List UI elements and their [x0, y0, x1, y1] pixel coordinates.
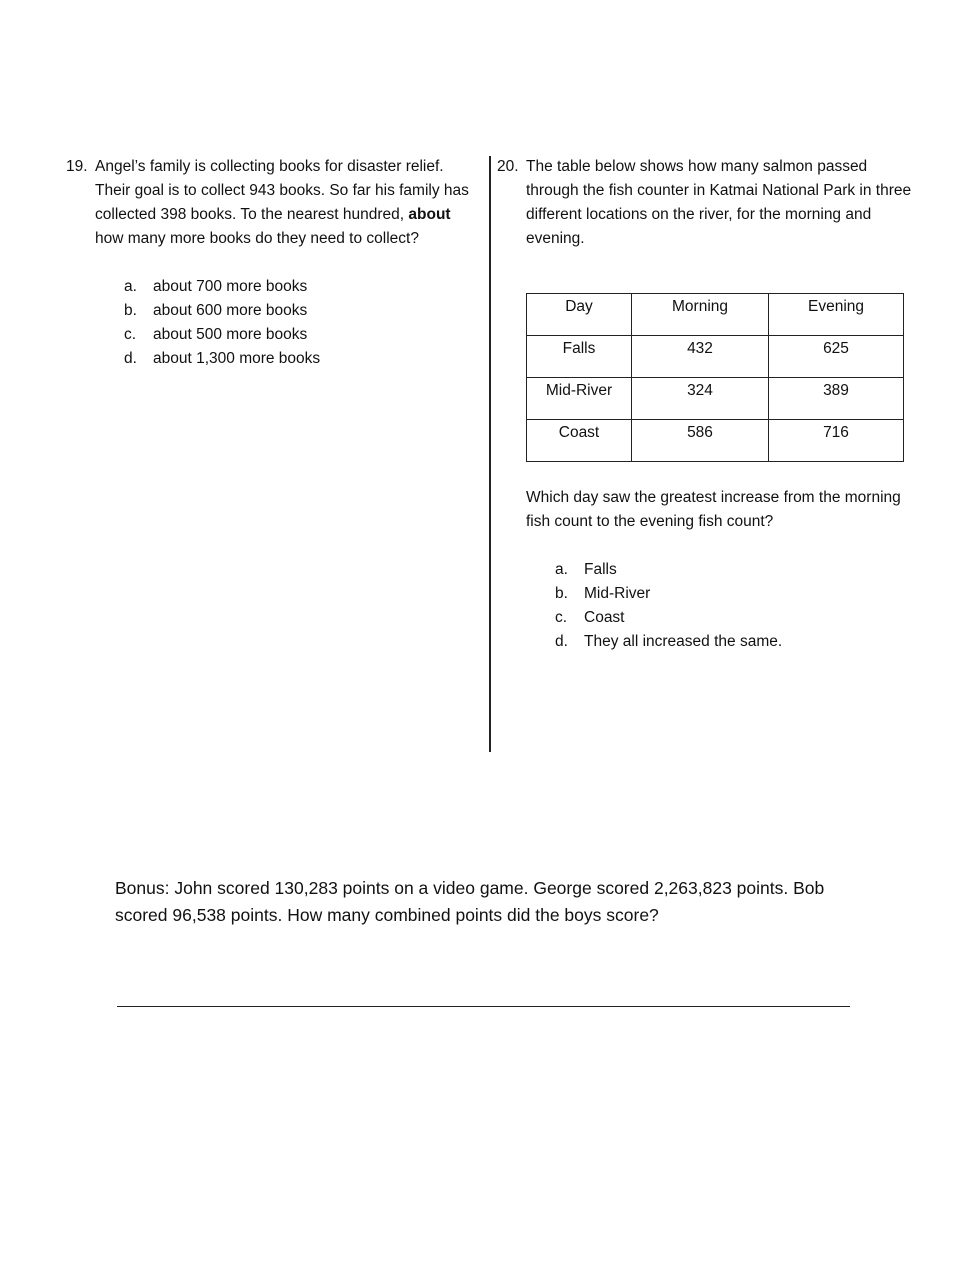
choice-letter: d. [555, 633, 568, 650]
choice-letter: c. [124, 326, 137, 343]
question-body [95, 155, 475, 371]
table-header: Day [527, 294, 632, 336]
question-text-part: how many more books do they need to collect? [95, 230, 419, 247]
question-text-part: Angel’s family is collecting books for disaster relief. Their goal is to collect 943 books. So far his family has collected 398 books. To the nearest hundred, [95, 158, 469, 223]
question-number: 20. [497, 158, 519, 175]
answer-line[interactable] [117, 1006, 850, 1007]
table-row [527, 420, 904, 462]
question-number: 19. [66, 158, 88, 175]
table-cell: 716 [769, 420, 904, 462]
choice-text: about 600 more books [153, 302, 308, 319]
choice-text: Coast [584, 609, 625, 626]
table-header: Morning [632, 294, 769, 336]
table-cell: 324 [632, 378, 769, 420]
answer-choice-d[interactable] [526, 630, 912, 654]
table-cell: 625 [769, 336, 904, 378]
follow-up-question: Which day saw the greatest increase from the morning fish count to the evening fish count? [526, 489, 901, 530]
choice-letter: a. [124, 278, 137, 295]
question-text [95, 155, 475, 251]
bonus-question [115, 875, 855, 929]
table-cell: 586 [632, 420, 769, 462]
choice-letter: b. [124, 302, 137, 319]
choice-letter: a. [555, 561, 568, 578]
question-text: The table below shows how many salmon passed through the fish counter in Katmai National Park in three different locations on the river, for the morning and evening. [526, 158, 912, 247]
choice-letter: b. [555, 585, 568, 602]
answer-choice-d[interactable] [95, 347, 475, 371]
table-cell: 432 [632, 336, 769, 378]
answer-choice-c[interactable] [95, 323, 475, 347]
choice-letter: c. [555, 609, 568, 626]
answer-choice-b[interactable] [95, 299, 475, 323]
answer-choice-c[interactable] [526, 606, 912, 630]
column-divider [489, 156, 491, 752]
choice-letter: d. [124, 350, 137, 367]
choice-text: Mid-River [584, 585, 651, 602]
table-header-row [527, 294, 904, 336]
choice-text: They all increased the same. [584, 633, 783, 650]
salmon-count-table [526, 293, 904, 462]
choice-text: about 700 more books [153, 278, 308, 295]
choice-text: Falls [584, 561, 617, 578]
table-cell: Mid-River [527, 378, 632, 420]
choice-text: about 500 more books [153, 326, 308, 343]
table-header: Evening [769, 294, 904, 336]
table-cell: Falls [527, 336, 632, 378]
answer-choice-a[interactable] [95, 275, 475, 299]
table-row [527, 378, 904, 420]
bonus-text: Bonus: John scored 130,283 points on a video game. George scored 2,263,823 points. Bob scored 96,538 points. How many combined points did the boys score? [115, 878, 825, 925]
table-row [527, 336, 904, 378]
choice-text: about 1,300 more books [153, 350, 321, 367]
table-cell: 389 [769, 378, 904, 420]
question-text-emphasis: about [408, 206, 451, 223]
answer-choices [95, 275, 475, 371]
table-cell: Coast [527, 420, 632, 462]
answer-choice-a[interactable] [526, 558, 912, 582]
answer-choices [526, 558, 912, 654]
answer-choice-b[interactable] [526, 582, 912, 606]
question-body [526, 155, 912, 654]
